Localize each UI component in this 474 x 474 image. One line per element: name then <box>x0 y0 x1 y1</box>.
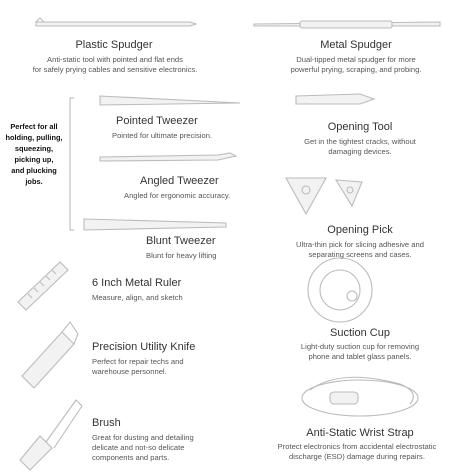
plastic-spudger-icon <box>36 18 196 26</box>
plastic-spudger-desc <box>10 55 220 75</box>
suction-cup-desc <box>270 342 450 362</box>
metal-spudger-desc <box>250 55 462 75</box>
blunt-tweezer-desc <box>146 251 266 261</box>
metal-ruler-title: 6 Inch Metal Ruler <box>92 277 182 289</box>
desc-line: Blunt for heavy lifting <box>146 251 217 260</box>
desc-line: Pointed for ultimate precision. <box>112 131 213 140</box>
desc-line: phone and tablet glass panels. <box>308 352 412 361</box>
suction-cup-title: Suction Cup <box>330 327 390 339</box>
desc-line: Light-duty suction cup for removing <box>300 342 420 351</box>
tweezer-group-callout <box>2 121 66 187</box>
desc-line: Get in the tightest cracks, without <box>304 137 416 146</box>
desc-line: powerful prying, scraping, and probing. <box>290 65 422 74</box>
plastic-spudger-title: Plastic Spudger <box>75 39 153 51</box>
callout-line: jobs. <box>25 177 43 186</box>
pointed-tweezer-desc <box>112 131 262 141</box>
brush-icon <box>20 400 82 470</box>
desc-line: components and parts. <box>92 453 170 462</box>
desc-line: warehouse personnel. <box>92 367 167 376</box>
pointed-tweezer-icon <box>100 96 240 105</box>
desc-line: Great for dusting and detailing <box>92 433 194 442</box>
wrist-strap-title: Anti-Static Wrist Strap <box>306 427 414 439</box>
desc-line: Ultra-thin pick for slicing adhesive and <box>296 240 424 249</box>
desc-line: Perfect for repair techs and <box>92 357 184 366</box>
callout-line: squeezing, <box>14 144 54 153</box>
pointed-tweezer-title: Pointed Tweezer <box>116 115 198 127</box>
utility-knife-desc <box>92 357 242 377</box>
tweezer-group-bracket <box>70 98 74 230</box>
metal-spudger-title: Metal Spudger <box>320 39 392 51</box>
utility-knife-title: Precision Utility Knife <box>92 341 196 353</box>
brush-desc <box>92 433 242 463</box>
metal-spudger-icon <box>254 21 440 28</box>
desc-line: Anti-static tool with pointed and flat ends <box>47 55 183 64</box>
opening-pick-title: Opening Pick <box>327 224 393 236</box>
opening-pick-desc <box>262 240 458 260</box>
callout-line: holding, pulling, <box>5 133 63 142</box>
suction-cup-icon <box>308 258 372 322</box>
opening-tool-icon <box>296 94 374 104</box>
desc-line: for safely prying cables and sensitive electronics. <box>32 65 198 74</box>
blunt-tweezer-icon <box>84 219 226 230</box>
angled-tweezer-desc <box>124 191 274 201</box>
desc-line: damaging devices. <box>328 147 392 156</box>
brush-title: Brush <box>92 417 121 429</box>
desc-line: separating screens and cases. <box>308 250 412 259</box>
desc-line: Angled for ergonomic accuracy. <box>124 191 231 200</box>
desc-line: discharge (ESD) damage during repairs. <box>289 452 425 461</box>
desc-line: Measure, align, and sketch <box>92 293 183 302</box>
angled-tweezer-title: Angled Tweezer <box>140 175 219 187</box>
opening-tool-desc <box>272 137 448 157</box>
callout-line: picking up, <box>14 155 54 164</box>
opening-tool-title: Opening Tool <box>327 121 393 133</box>
opening-pick-icon <box>286 178 362 214</box>
desc-line: Dual-tipped metal spudger for more <box>296 55 416 64</box>
desc-line: Protect electronics from accidental electrostatic <box>277 442 437 451</box>
desc-line: delicate and not-so delicate <box>92 443 185 452</box>
metal-ruler-desc <box>92 293 242 303</box>
metal-ruler-icon <box>18 262 68 310</box>
wrist-strap-desc <box>246 442 468 462</box>
callout-line: and plucking <box>11 166 57 175</box>
utility-knife-icon <box>22 322 78 388</box>
callout-line: Perfect for all <box>10 122 58 131</box>
angled-tweezer-icon <box>100 153 236 161</box>
blunt-tweezer-title: Blunt Tweezer <box>146 235 216 247</box>
wrist-strap-icon <box>302 377 418 416</box>
